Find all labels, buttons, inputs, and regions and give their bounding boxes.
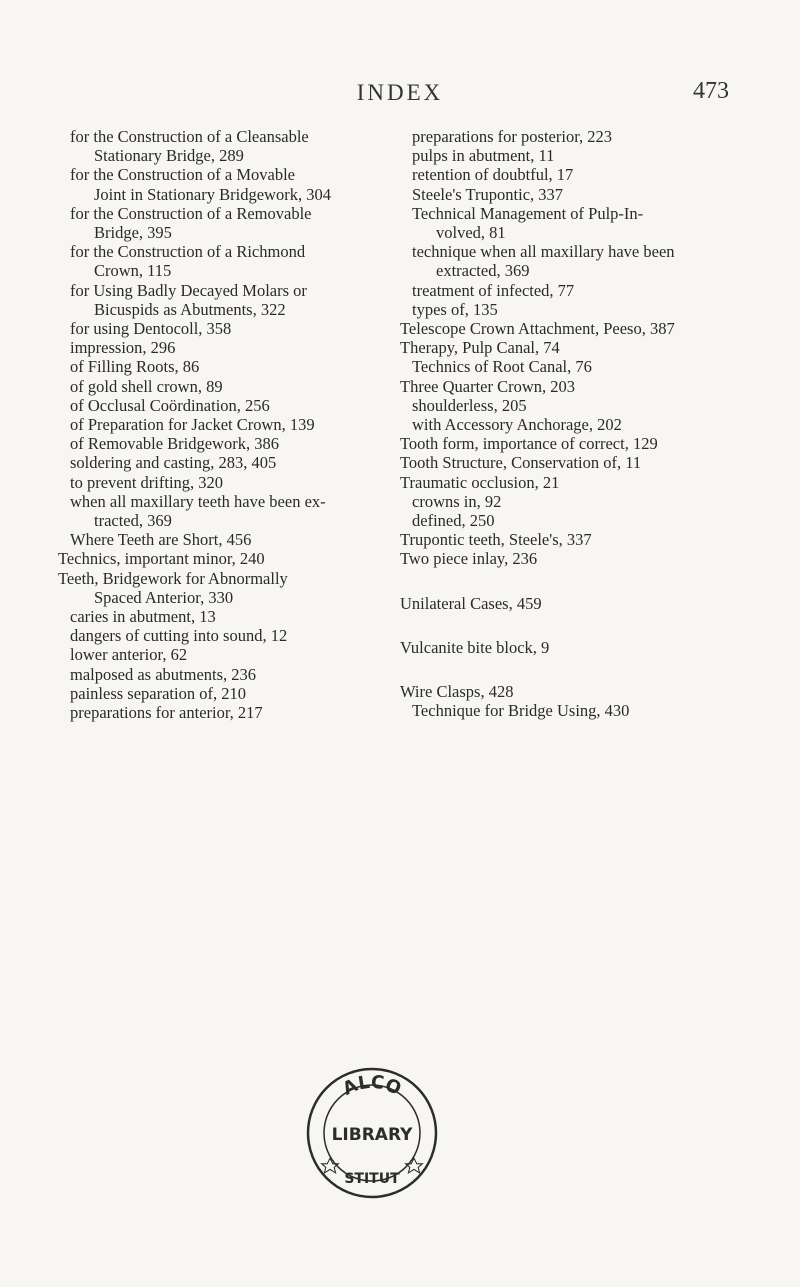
- index-entry: Unilateral Cases, 459: [400, 593, 542, 613]
- index-entry: for the Construction of a Movable: [70, 165, 295, 185]
- page-number: 473: [693, 78, 729, 104]
- index-entry: Technique for Bridge Using, 430: [412, 701, 630, 721]
- index-entry: types of, 135: [412, 299, 498, 319]
- index-entry: to prevent drifting, 320: [70, 472, 224, 492]
- index-entry: Technics, important minor, 240: [58, 549, 265, 569]
- index-entry: of gold shell crown, 89: [70, 376, 223, 396]
- index-entry: defined, 250: [412, 511, 495, 531]
- index-entry: caries in abutment, 13: [70, 607, 216, 627]
- index-entry: Bridge, 395: [94, 223, 172, 243]
- index-right-column: [400, 127, 760, 720]
- index-entry: soldering and casting, 283, 405: [70, 453, 277, 473]
- index-entry: Where Teeth are Short, 456: [70, 530, 252, 550]
- index-entry: Therapy, Pulp Canal, 74: [400, 338, 560, 358]
- index-entry: dangers of cutting into sound, 12: [70, 626, 288, 646]
- index-entry: for Using Badly Decayed Molars or: [70, 280, 307, 300]
- index-entry: Teeth, Bridgework for Abnormally: [58, 568, 288, 588]
- index-entry: extracted, 369: [436, 261, 530, 281]
- index-entry: Joint in Stationary Bridgework, 304: [94, 184, 331, 204]
- index-entry: of Filling Roots, 86: [70, 357, 200, 377]
- index-entry: Technics of Root Canal, 76: [412, 357, 592, 377]
- index-entry: Telescope Crown Attachment, Peeso, 387: [400, 319, 675, 339]
- svg-text:STITUT: STITUT: [344, 1171, 400, 1187]
- index-entry: Steele's Trupontic, 337: [412, 184, 564, 204]
- library-stamp: [302, 1063, 442, 1203]
- index-entry: for using Dentocoll, 358: [70, 319, 232, 339]
- index-entry: for the Construction of a Richmond: [70, 242, 306, 262]
- page-title: INDEX: [356, 80, 444, 105]
- index-entry: treatment of infected, 77: [412, 280, 575, 300]
- index-entry: Two piece inlay, 236: [400, 549, 538, 569]
- index-entry: Tooth Structure, Conservation of, 11: [400, 453, 642, 473]
- index-entry: Spaced Anterior, 330: [94, 587, 234, 607]
- index-entry: of Preparation for Jacket Crown, 139: [70, 415, 315, 435]
- index-entry: preparations for posterior, 223: [412, 127, 613, 146]
- index-entry: for the Construction of a Cleansable: [70, 127, 309, 146]
- index-left-column: [58, 127, 410, 722]
- index-entry: Vulcanite bite block, 9: [400, 637, 550, 657]
- index-entry: of Removable Bridgework, 386: [70, 434, 279, 454]
- index-entry: Bicuspids as Abutments, 322: [94, 299, 286, 319]
- index-entry: painless separation of, 210: [70, 683, 246, 703]
- index-entry: Trupontic teeth, Steele's, 337: [400, 530, 592, 550]
- index-entry: tracted, 369: [94, 511, 172, 531]
- index-entry: Three Quarter Crown, 203: [400, 376, 576, 396]
- index-entry: Crown, 115: [94, 261, 172, 281]
- index-entry: when all maxillary teeth have been ex-: [70, 491, 326, 511]
- index-entry: retention of doubtful, 17: [412, 165, 574, 185]
- index-entry: with Accessory Anchorage, 202: [412, 415, 622, 435]
- svg-text:ALCO: ALCO: [339, 1071, 405, 1100]
- index-entry: Traumatic occlusion, 21: [400, 472, 560, 492]
- index-entry: pulps in abutment, 11: [412, 146, 555, 166]
- index-entry: of Occlusal Coördination, 256: [70, 395, 270, 415]
- index-entry: technique when all maxillary have been: [412, 242, 675, 262]
- svg-text:LIBRARY: LIBRARY: [331, 1125, 413, 1145]
- index-entry: malposed as abutments, 236: [70, 664, 257, 684]
- index-entry: crowns in, 92: [412, 491, 502, 511]
- library-stamp-seal: [302, 1063, 442, 1203]
- index-entry: impression, 296: [70, 338, 176, 358]
- index-entry: Technical Management of Pulp-In-: [412, 203, 644, 223]
- index-entry: Tooth form, importance of correct, 129: [400, 434, 658, 454]
- index-entry: preparations for anterior, 217: [70, 703, 263, 723]
- index-entry: for the Construction of a Removable: [70, 203, 312, 223]
- index-entry: volved, 81: [436, 223, 506, 243]
- index-entry: lower anterior, 62: [70, 645, 188, 665]
- index-entry: Stationary Bridge, 289: [94, 146, 244, 166]
- index-entry: Wire Clasps, 428: [400, 682, 514, 702]
- index-entry: shoulderless, 205: [412, 395, 527, 415]
